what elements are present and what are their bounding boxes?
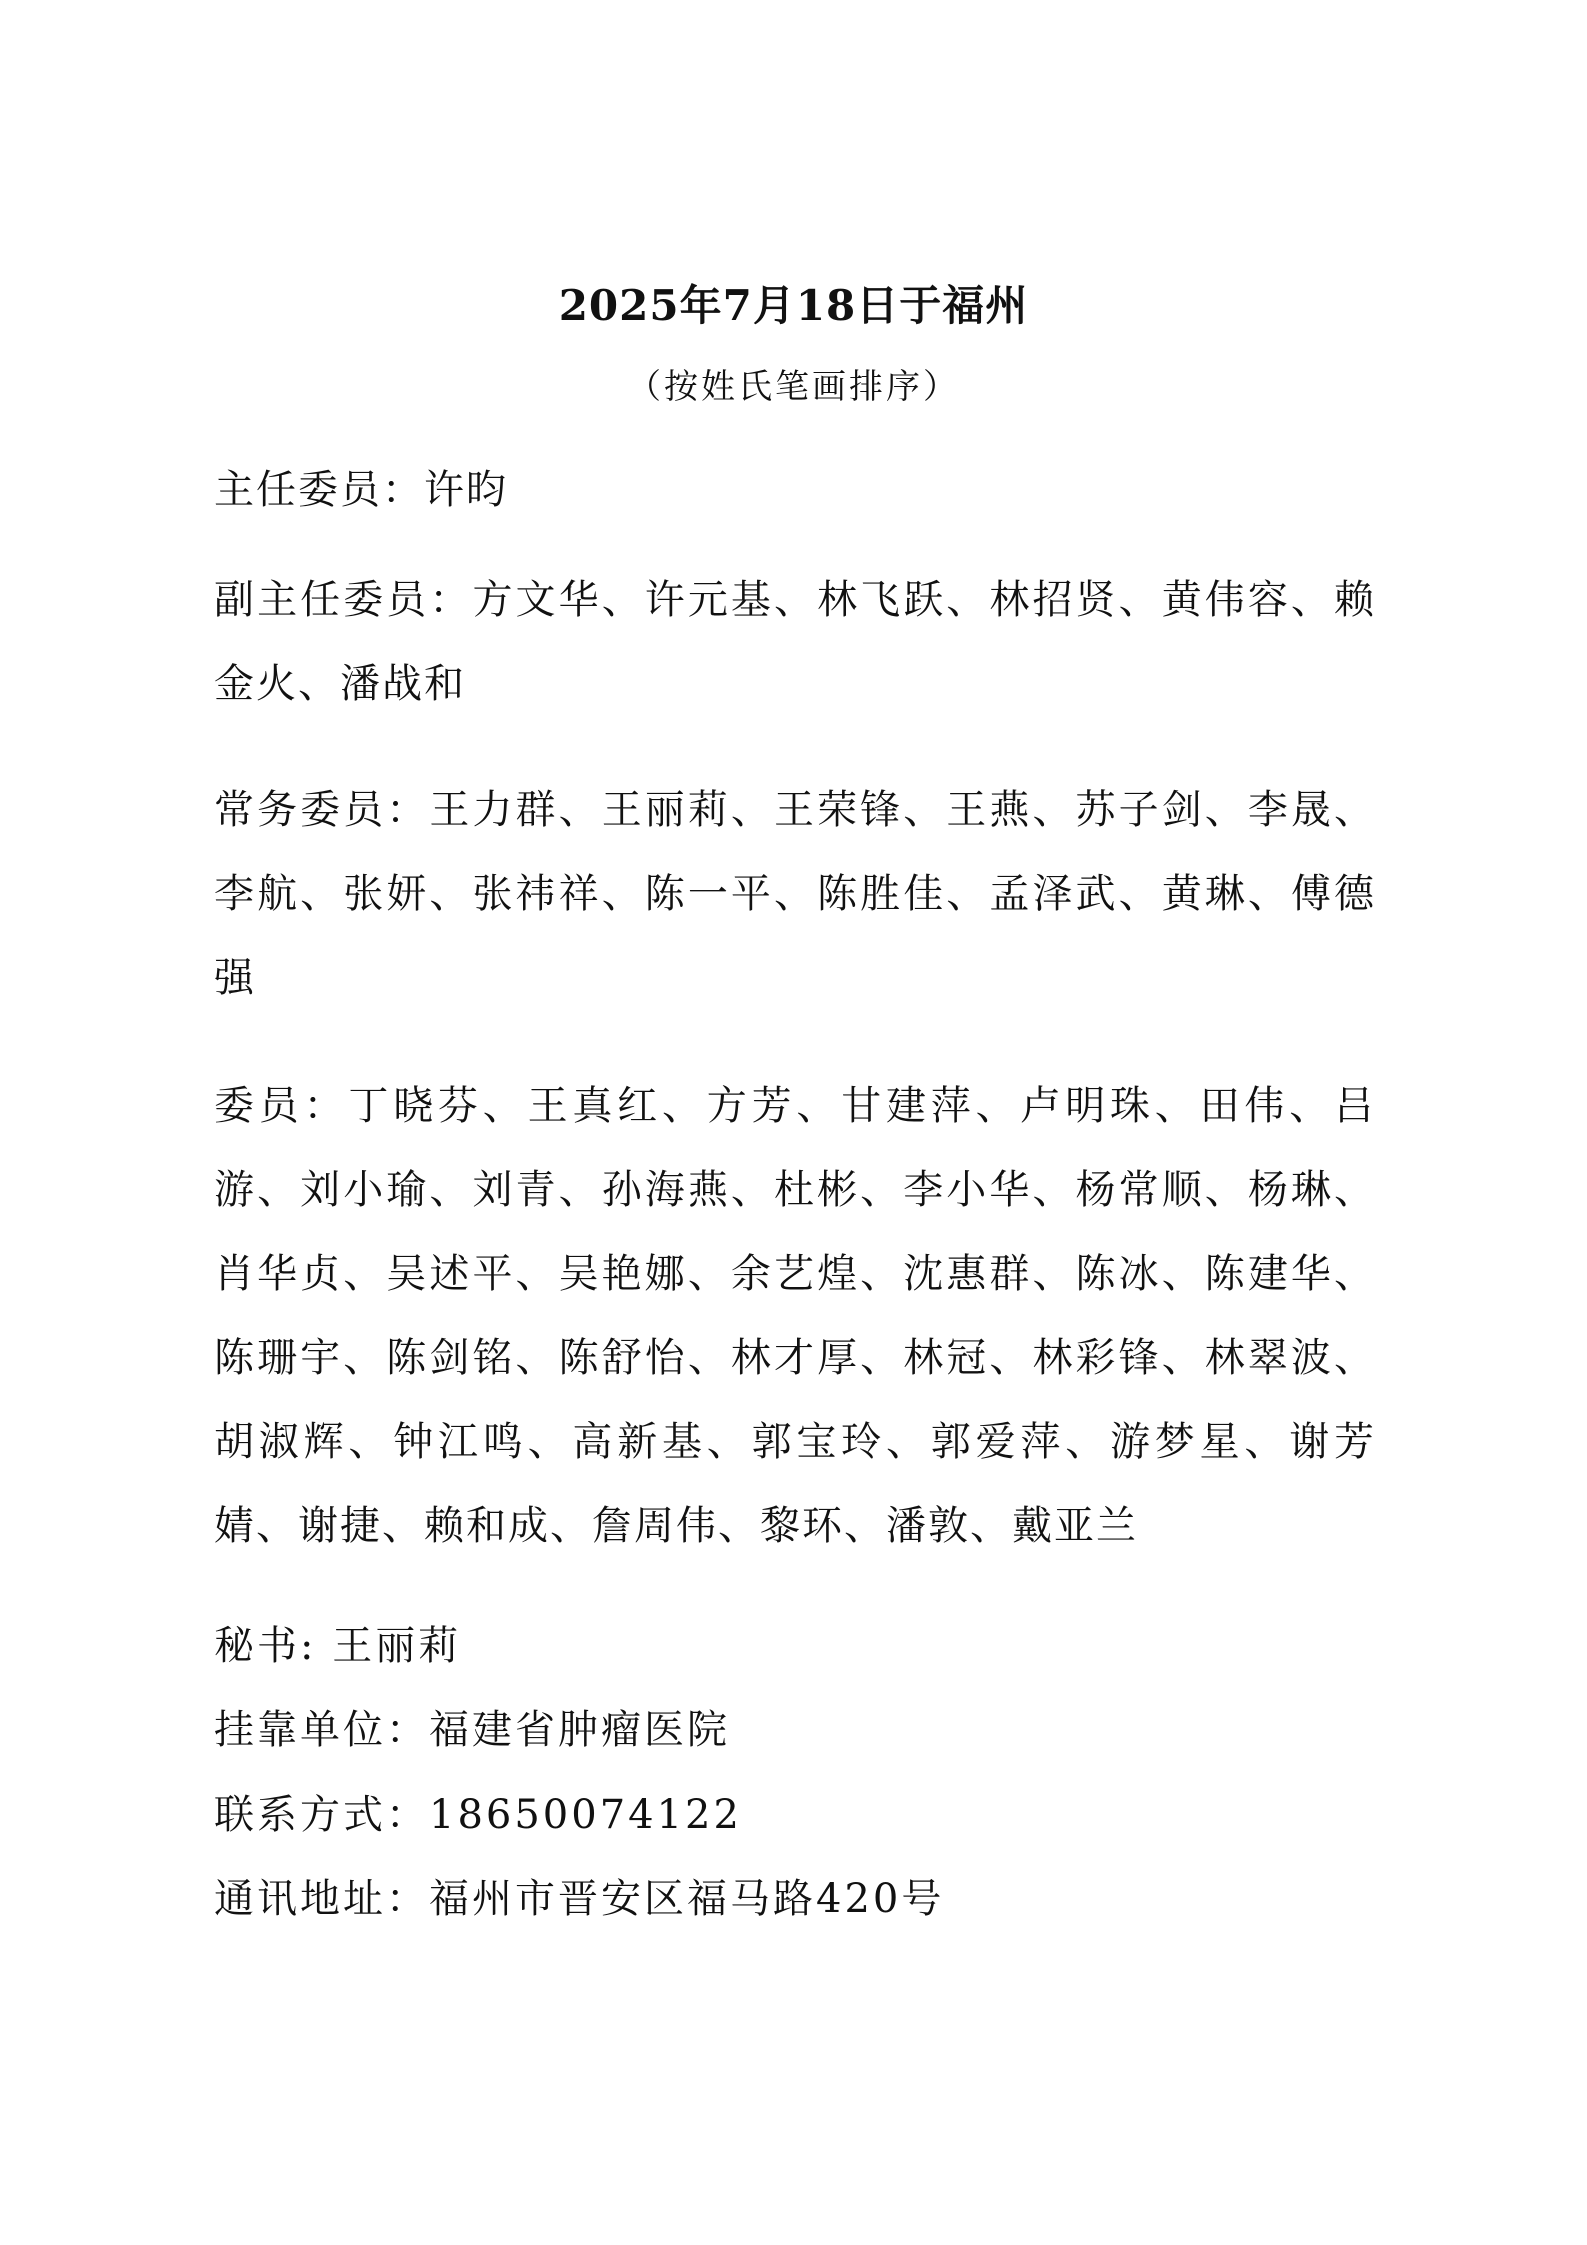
members-paragraph: 委员：丁晓芬、王真红、方芳、甘建萍、卢明珠、田伟、吕游、刘小瑜、刘青、孙海燕、杜彬、李小华、杨常顺、杨琳、肖华贞、吴述平、吴艳娜、余艺煌、沈惠群、陈冰、陈建华、陈珊宇、陈剑铭、陈舒怡、林才厚、林冠、林彩锋、林翠波、胡淑辉、钟江鸣、高新基、郭宝玲、郭爱萍、游梦星、谢芳婧、谢捷、赖和成、詹周伟、黎环、潘敦、戴亚兰 (214, 1083, 1376, 1549)
document-subtitle: （按姓氏笔画排序） (627, 367, 960, 407)
host-unit-line: 挂靠单位：福建省肿瘤医院 (214, 1707, 730, 1753)
address-line: 通讯地址：福州市晋安区福马路420号 (214, 1876, 945, 1922)
director-line: 主任委员：许昀 (214, 467, 508, 513)
contact-line: 联系方式：18650074122 (214, 1792, 742, 1838)
vice-directors-paragraph: 副主任委员：方文华、许元基、林飞跃、林招贤、黄伟容、赖金火、潘战和 (214, 577, 1376, 707)
standing-members-paragraph: 常务委员：王力群、王丽莉、王荣锋、王燕、苏子剑、李晟、李航、张妍、张祎祥、陈一平、陈胜佳、孟泽武、黄琳、傅德强 (214, 787, 1376, 1001)
secretary-line: 秘书: 王丽莉 (214, 1623, 462, 1669)
document-title: 2025年7月18日于福州 (558, 281, 1029, 330)
